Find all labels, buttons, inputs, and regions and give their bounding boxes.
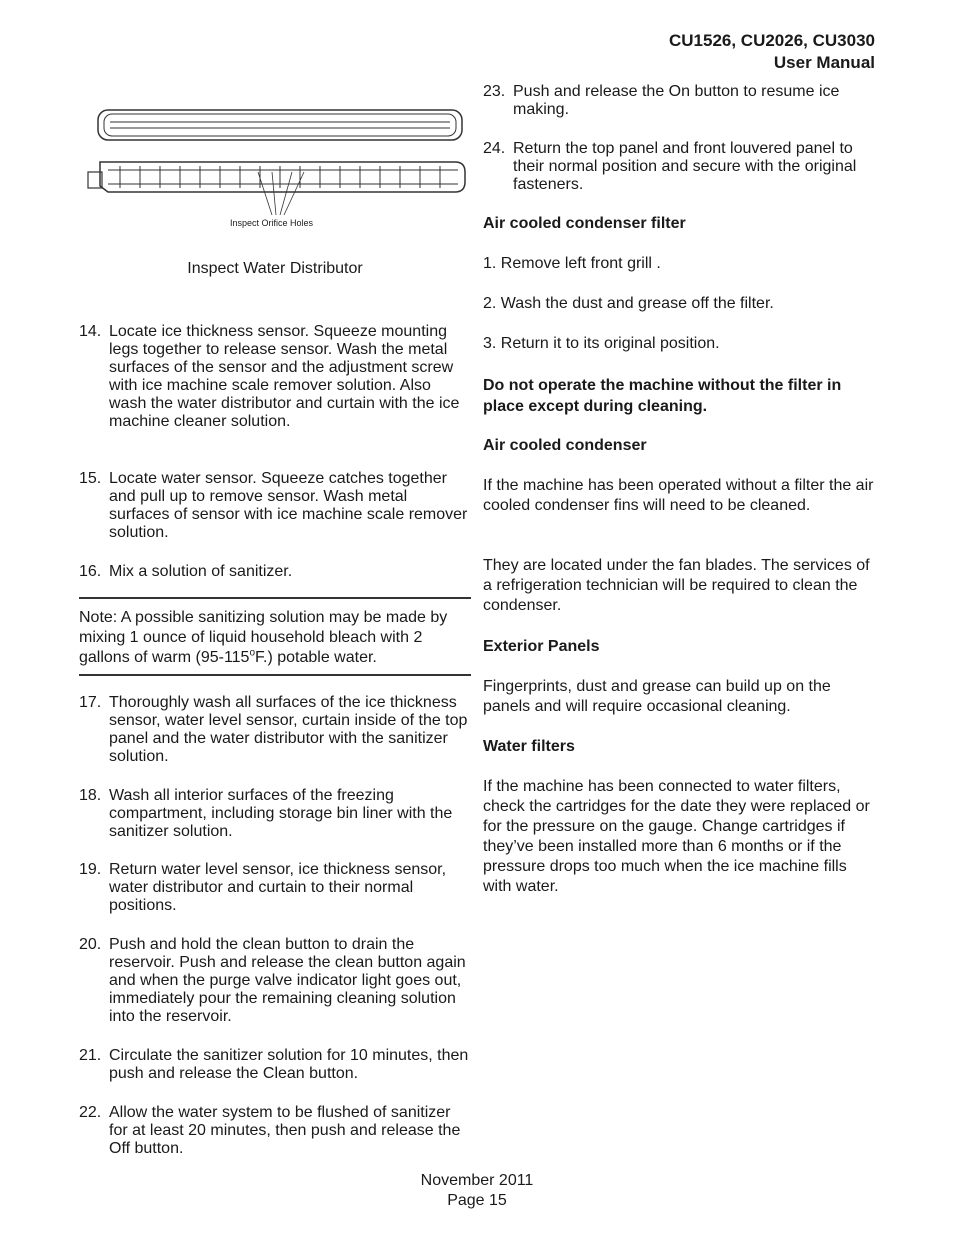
figure-callout-label: Inspect Orifice Holes bbox=[230, 218, 314, 228]
list-item bbox=[79, 936, 471, 1026]
footer-date: November 2011 bbox=[420, 1172, 534, 1189]
step-number: 24. bbox=[483, 140, 506, 157]
step-number: 21. bbox=[79, 1047, 102, 1064]
step-text: Push and hold the clean button to drain the reservoir. Push and release the clean button again and when the purge valve indicator light goes out, immediately pour the remaining cleaning solution into the reservoir. bbox=[109, 936, 466, 1025]
section-heading-filter: Air cooled condenser filter bbox=[483, 215, 686, 232]
list-item bbox=[79, 694, 471, 766]
step-number: 23. bbox=[483, 83, 506, 100]
section-heading-condenser: Air cooled condenser bbox=[483, 437, 647, 454]
water-filters-paragraph: If the machine has been connected to water filters, check the cartridges for the date they were replaced or for the pressure on the gauge. Change cartridges if they’ve been installed more than 6 months or if the pressure drops too much when the ice machine fills with water. bbox=[483, 778, 870, 895]
list-item bbox=[79, 1047, 471, 1083]
condenser-paragraph-1: If the machine has been operated without a filter the air cooled condenser fins will need to be cleaned. bbox=[483, 477, 874, 514]
list-item bbox=[79, 563, 471, 581]
list-item bbox=[483, 140, 878, 194]
page-number: Page 15 bbox=[447, 1192, 507, 1209]
step-text: Thoroughly wash all surfaces of the ice thickness sensor, water level sensor, curtain inside of the top panel and the water distributor with the sanitizer solution. bbox=[109, 694, 468, 765]
step-number: 16. bbox=[79, 563, 102, 580]
step-text: Locate water sensor. Squeeze catches together and pull up to remove sensor. Wash metal surfaces of sensor with ice machine scale remover solution. bbox=[109, 470, 468, 541]
list-item bbox=[483, 83, 878, 119]
step-number: 19. bbox=[79, 861, 102, 878]
filter-step-1: 1. Remove left front grill . bbox=[483, 255, 661, 272]
exterior-paragraph: Fingerprints, dust and grease can build up on the panels and will require occasional cleaning. bbox=[483, 678, 831, 715]
note-text: Note: A possible sanitizing solution may be made by mixing 1 ounce of liquid household bleach with 2 gallons of warm (95-115 bbox=[79, 609, 448, 666]
step-text: Return the top panel and front louvered panel to their normal position and secure with the original fasteners. bbox=[513, 140, 857, 193]
step-text: Mix a solution of sanitizer. bbox=[109, 563, 293, 580]
filter-step-3: 3. Return it to its original position. bbox=[483, 335, 720, 352]
step-number: 20. bbox=[79, 936, 102, 953]
note-text-end: F.) potable water. bbox=[255, 649, 377, 666]
figure-caption: Inspect Water Distributor bbox=[187, 260, 363, 277]
sanitizer-note bbox=[79, 608, 474, 668]
step-text: Wash all interior surfaces of the freezing compartment, including storage bin liner with the sanitizer solution. bbox=[109, 787, 453, 840]
step-number: 14. bbox=[79, 323, 102, 340]
degree-mark: o bbox=[249, 647, 256, 659]
list-item bbox=[79, 323, 471, 431]
filter-step-2: 2. Wash the dust and grease off the filter. bbox=[483, 295, 774, 312]
step-number: 22. bbox=[79, 1104, 102, 1121]
document-model-header: CU1526, CU2026, CU3030 bbox=[668, 31, 875, 50]
step-number: 18. bbox=[79, 787, 102, 804]
step-text: Locate ice thickness sensor. Squeeze mounting legs together to release sensor. Wash the metal surfaces of the sensor and the adjustment screw with ice machine scale remover solution. Also wash the water distributor and curtain with the ice machine cleaner solution. bbox=[109, 323, 460, 430]
list-item bbox=[79, 787, 471, 841]
condenser-paragraph-2: They are located under the fan blades. The services of a refrigeration technician will be required to clean the condenser. bbox=[483, 557, 870, 614]
filter-warning: Do not operate the machine without the filter in place except during cleaning. bbox=[483, 377, 842, 415]
section-heading-exterior: Exterior Panels bbox=[483, 638, 600, 655]
list-item bbox=[79, 1104, 471, 1158]
document-type-header: User Manual bbox=[773, 53, 875, 72]
step-text: Allow the water system to be flushed of sanitizer for at least 20 minutes, then push and release the Off button. bbox=[109, 1104, 461, 1157]
list-item bbox=[79, 470, 471, 542]
step-number: 15. bbox=[79, 470, 102, 487]
list-item bbox=[79, 861, 471, 915]
step-text: Push and release the On button to resume ice making. bbox=[513, 83, 840, 118]
step-text: Return water level sensor, ice thickness sensor, water distributor and curtain to their normal positions. bbox=[109, 861, 447, 914]
note-bottom-rule bbox=[79, 674, 471, 676]
note-top-rule bbox=[79, 597, 471, 599]
step-text: Circulate the sanitizer solution for 10 minutes, then push and release the Clean button. bbox=[109, 1047, 469, 1082]
section-heading-water-filters: Water filters bbox=[483, 738, 575, 755]
step-number: 17. bbox=[79, 694, 102, 711]
